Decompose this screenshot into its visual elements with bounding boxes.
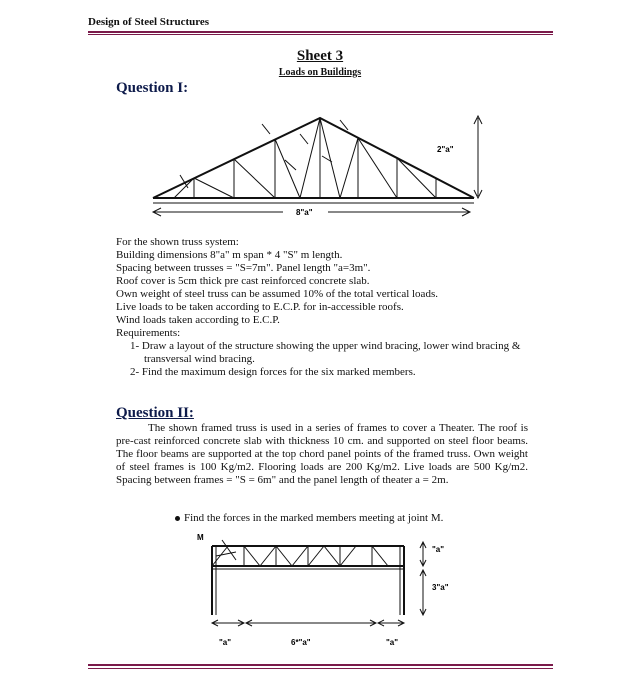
question1-line: Requirements: [116, 327, 181, 339]
question1-line: Roof cover is 5cm thick pre cast reinforced concrete slab. [116, 275, 370, 287]
sheet-title: Sheet 3 [296, 48, 344, 64]
footer-rule [88, 664, 553, 666]
footer-rule-thin [88, 668, 553, 669]
frame-top-label: "a" [432, 545, 445, 554]
question1-line: Building dimensions 8"a" m span * 4 "S" m length. [116, 249, 343, 261]
question1-line: Wind loads taken according to E.C.P. [116, 314, 280, 326]
truss-span-label: 8"a" [296, 208, 313, 217]
question1-line: Own weight of steel truss can be assumed 10% of the total vertical loads. [116, 288, 438, 300]
question1-heading: Question I: [116, 80, 189, 96]
question2-heading: Question II: [116, 405, 194, 421]
joint-m-label: M [197, 533, 204, 542]
question1-line: Spacing between trusses = "S=7m". Panel length "a=3m". [116, 262, 371, 274]
frame-height-label: 3"a" [432, 583, 449, 592]
header-title: Design of Steel Structures [88, 16, 210, 28]
question1-line: For the shown truss system: [116, 236, 239, 248]
requirement-item: 1- Draw a layout of the structure showing the upper wind bracing, lower wind bracing & transversal wind bracing. [130, 340, 521, 365]
question2-bullet: Find the forces in the marked members meeting at joint M. [184, 512, 444, 524]
frame-left-label: "a" [219, 638, 232, 647]
question2-paragraph: The shown framed truss is used in a series of frames to cover a Theater. The roof is pre-cast reinforced concrete slab with thickness 10 cm. and supported on steel floor beams. The floor beams are supported at the top chord panel points of the framed truss. Own weight of steel frames is 100 Kg/m2. Flooring loads are 200 Kg/m2. Live loads are 500 Kg/m2. Spacing between frames = "S = 6m" and the panel length of theater a = 2m. [116, 422, 528, 486]
truss-height-label: 2"a" [437, 145, 454, 154]
sheet-subtitle: Loads on Buildings [278, 67, 362, 78]
frame-span-label: 6*"a" [291, 638, 311, 647]
question1-line: Live loads to be taken according to E.C.P. for in-accessible roofs. [116, 301, 404, 313]
requirement-item: 2- Find the maximum design forces for the six marked members. [130, 366, 416, 378]
frame-right-label: "a" [386, 638, 399, 647]
